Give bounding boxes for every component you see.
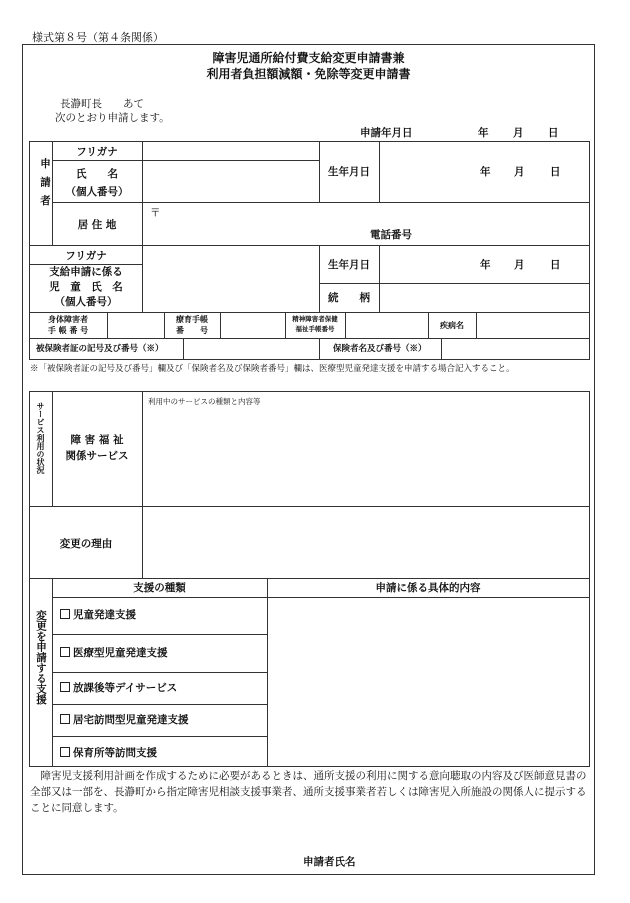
applicant-individual-number-label: （個人番号）	[65, 186, 129, 198]
form-number-label: 様式第８号（第４条関係）	[32, 31, 164, 44]
table-rule	[29, 338, 590, 339]
service-status-section-label: サービス利用の状況	[36, 402, 46, 474]
ryoiku-handbook-label-line1: 療育手帳	[176, 314, 208, 324]
signature-label: 申請者氏名	[303, 856, 356, 868]
table-rule	[183, 338, 184, 360]
child-birth-month: 月	[514, 259, 525, 271]
support-content-header: 申請に係る具体的内容	[375, 582, 481, 594]
service-label-line2: 関係サービス	[65, 450, 129, 462]
support-option-jido-hattatsu[interactable]: 児童発達支援	[60, 609, 136, 622]
applicant-address-label: 居 住 地	[77, 219, 117, 231]
child-name-label-line2: 児 童 氏 名	[49, 281, 123, 293]
table-rule	[441, 338, 442, 360]
application-date-year: 年	[478, 127, 489, 139]
child-relationship-label: 続 柄	[328, 292, 370, 304]
table-rule	[52, 736, 267, 737]
support-option-kyotaku-houmon[interactable]: 居宅訪問型児童発達支援	[60, 714, 189, 727]
disease-label: 疾病名	[440, 320, 464, 330]
service-label-line1: 障 害 福 祉	[70, 434, 124, 446]
table-rule	[220, 312, 221, 338]
physical-handbook-label-line2: 手 帳 番 号	[47, 325, 89, 335]
child-name-label-line1: 支給申請に係る	[49, 266, 123, 278]
checkbox[interactable]	[60, 747, 70, 757]
applicant-phone-label: 電話番号	[370, 229, 412, 241]
table-rule	[29, 245, 590, 246]
application-date-month: 月	[513, 127, 524, 139]
mental-handbook-label-line1: 精神障害者保健	[292, 315, 338, 323]
table-rule	[267, 578, 268, 766]
applicant-birth-year: 年	[480, 166, 491, 178]
table-rule	[319, 283, 590, 284]
insurance-note: ※「被保険者証の記号及び番号」欄及び「保険者名及び保険者番号」欄は、医療型児童発達支援を申請する場合記入すること。	[30, 364, 515, 374]
form-title-line2: 利用者負担額減額・免除等変更申請書	[206, 67, 411, 81]
table-rule	[107, 312, 108, 338]
application-date-day: 日	[548, 127, 559, 139]
table-rule	[52, 597, 590, 598]
table-rule	[379, 141, 380, 202]
table-rule	[345, 312, 346, 338]
checkbox[interactable]	[60, 609, 70, 619]
applicant-birthdate-label: 生年月日	[328, 166, 370, 178]
support-option-iryogata[interactable]: 医療型児童発達支援	[60, 647, 168, 660]
applicant-birth-month: 月	[514, 166, 525, 178]
applicant-section-label: 申請者	[39, 158, 51, 214]
ryoiku-handbook-label-line2: 番 号	[176, 325, 208, 335]
table-rule	[29, 264, 143, 265]
table-rule	[29, 359, 590, 360]
table-rule	[52, 202, 590, 203]
child-birth-year: 年	[480, 259, 491, 271]
applicant-birth-day: 日	[550, 166, 561, 178]
table-rule	[29, 391, 590, 392]
checkbox[interactable]	[60, 682, 70, 692]
change-reason-label: 変更の理由	[59, 538, 113, 550]
table-rule	[29, 312, 590, 313]
table-rule	[29, 766, 590, 767]
table-rule	[589, 141, 590, 360]
physical-handbook-label-line1: 身体障害者	[48, 314, 88, 324]
applicant-furigana-label: フリガナ	[76, 146, 118, 158]
insurer-label: 保険者名及び番号（※）	[333, 344, 427, 354]
table-rule	[52, 391, 53, 506]
table-rule	[476, 312, 477, 338]
insurance-symbol-label: 被保険者証の記号及び番号（※）	[36, 344, 164, 354]
form-title-line1: 障害児通所給付費支給変更申請書兼	[212, 51, 405, 65]
application-date-label: 申請年月日	[360, 127, 413, 139]
postal-mark: 〒	[150, 207, 161, 219]
applicant-name-label: 氏 名	[76, 168, 118, 180]
service-content-hint: 利用中のサービスの種類と内容等	[148, 397, 261, 406]
checkbox[interactable]	[60, 714, 70, 724]
support-option-hoikusho-houmon[interactable]: 保育所等訪問支援	[60, 747, 157, 760]
intro-text: 次のとおり申請します。	[55, 112, 170, 124]
table-rule	[379, 245, 380, 312]
table-rule	[52, 634, 267, 635]
table-rule	[29, 578, 590, 579]
child-birth-day: 日	[550, 259, 561, 271]
support-option-houkago-day[interactable]: 放課後等デイサービス	[60, 682, 177, 695]
table-rule	[52, 672, 267, 673]
child-furigana-label: フリガナ	[65, 250, 107, 262]
child-individual-number-label: （個人番号）	[54, 296, 118, 308]
table-rule	[29, 141, 590, 142]
support-type-header: 支援の種類	[133, 582, 186, 594]
child-birthdate-label: 生年月日	[328, 259, 370, 271]
support-section-label: 変更を申請する支援	[35, 610, 47, 705]
mental-handbook-label-line2: 福祉手帳番号	[295, 325, 335, 333]
table-rule	[52, 160, 320, 161]
consent-paragraph: 障害児支援利用計画を作成するために必要があるときは、通所支援の利用に関する意向聴取の内容及び医師意見書の全部又は一部を、長瀞町から指定障害児相談支援事業者、通所支援事業者若しくは障害児入所施設の関係人に提示することに同意します。	[30, 770, 587, 814]
table-rule	[29, 506, 590, 507]
checkbox[interactable]	[60, 647, 70, 657]
table-rule	[319, 338, 320, 360]
addressee: 長瀞町長 あて	[60, 98, 144, 110]
table-rule	[52, 704, 267, 705]
